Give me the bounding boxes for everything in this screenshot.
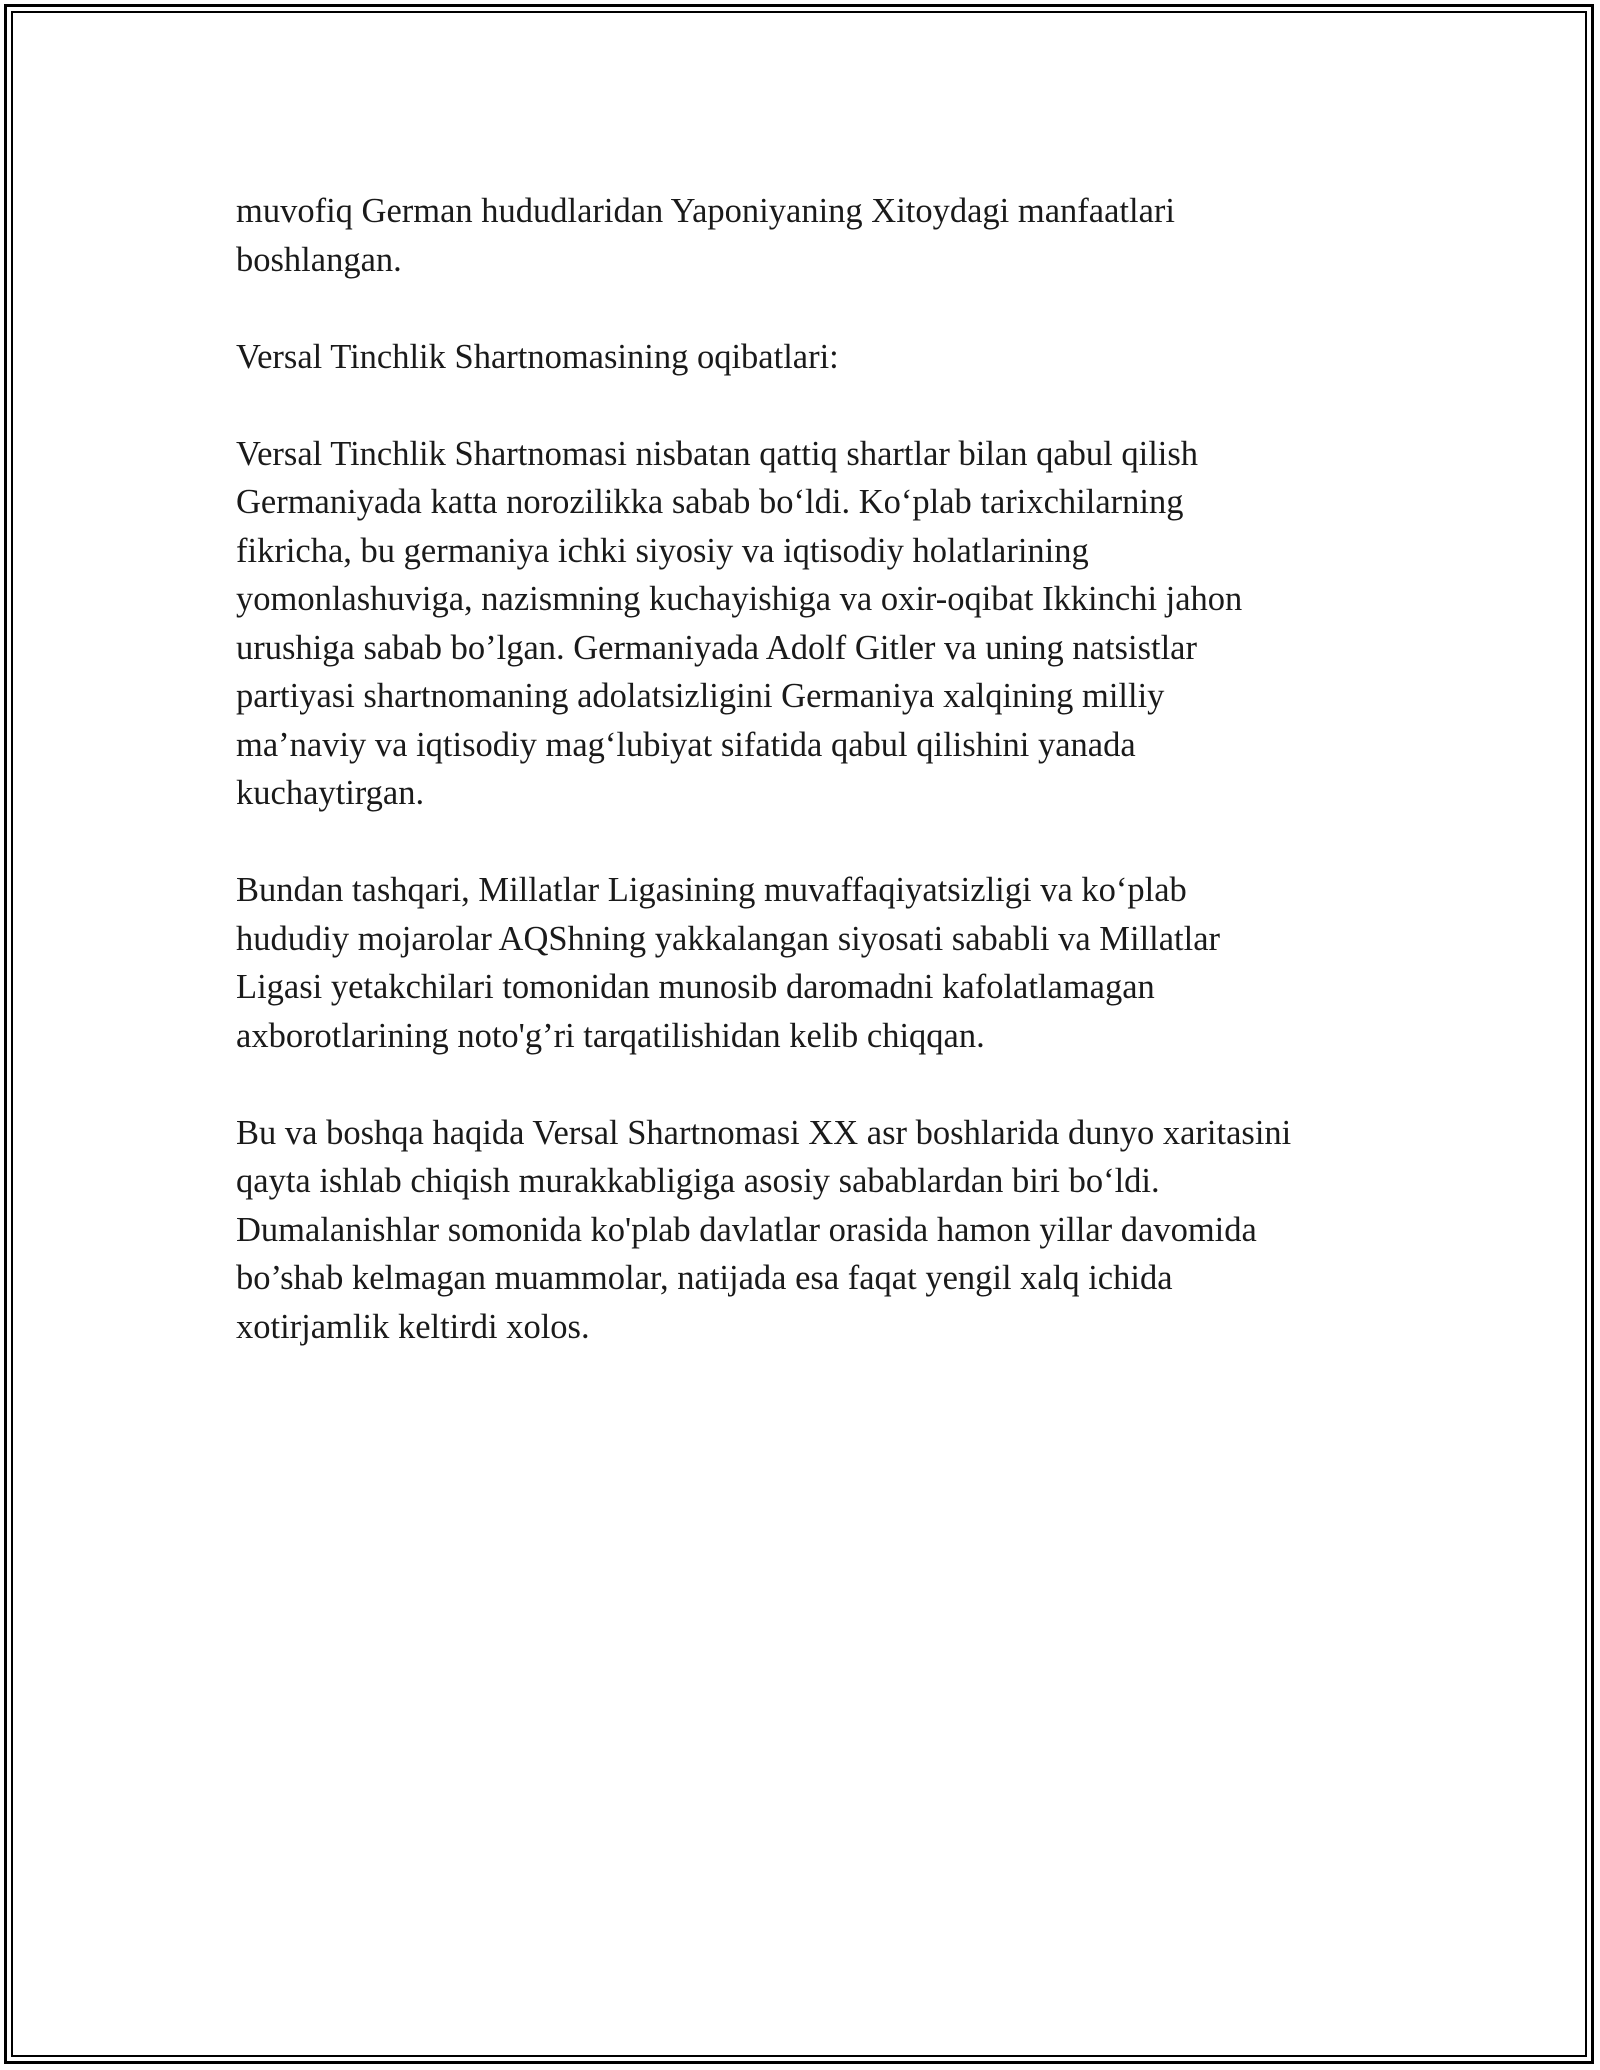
text-line: bo’shab kelmagan muammolar, natijada esa faqat yengil xalq ichida <box>236 1259 1173 1297</box>
text-line: axborotlarining noto'g’ri tarqatilishidan kelib chiqqan. <box>236 1016 985 1055</box>
text-line: muvofiq German hududlaridan Yaponiyaning Xitoydagi manfaatlari <box>236 192 1175 230</box>
text-line: xotirjamlik keltirdi xolos. <box>236 1307 590 1346</box>
text-line: boshlangan. <box>236 240 402 279</box>
document-body <box>236 187 1396 1400</box>
text-line: Ligasi yetakchilari tomonidan munosib daromadni kafolatlamagan <box>236 968 1155 1006</box>
text-line: Versal Tinchlik Shartnomasi nisbatan qattiq shartlar bilan qabul qilish <box>236 434 1199 473</box>
paragraph-intro-continuation <box>236 187 1396 284</box>
section-heading-consequences <box>236 333 1396 382</box>
text-line: fikricha, bu germaniya ichki siyosiy va iqtisodiy holatlarining <box>236 531 1089 570</box>
paragraph-conclusion <box>236 1109 1396 1352</box>
text-line: Bundan tashqari, Millatlar Ligasining muvaffaqiyatsizligi va ko‘plab <box>236 871 1187 909</box>
text-line: ma’naviy va iqtisodiy mag‘lubiyat sifatida qabul qilishini yanada <box>236 725 1136 764</box>
text-line: qayta ishlab chiqish murakkabligiga asosiy sabablardan biri bo‘ldi. <box>236 1162 1160 1200</box>
paragraph-league-of-nations <box>236 866 1396 1060</box>
text-line: Bu va boshqa haqida Versal Shartnomasi XX asr boshlarida dunyo xaritasini <box>236 1113 1292 1152</box>
text-line: Versal Tinchlik Shartnomasining oqibatlari: <box>236 337 839 376</box>
text-line: yomonlashuviga, nazismning kuchayishiga va oxir-oqibat Ikkinchi jahon <box>236 580 1243 618</box>
text-line: hududiy mojarolar AQShning yakkalangan siyosati sababli va Millatlar <box>236 919 1221 958</box>
text-line: partiyasi shartnomaning adolatsizligini Germaniya xalqining milliy <box>236 677 1165 715</box>
text-line: Dumalanishlar somonida ko'plab davlatlar orasida hamon yillar davomida <box>236 1210 1257 1249</box>
text-line: Germaniyada katta norozilikka sabab bo‘ldi. Ko‘plab tarixchilarning <box>236 483 1184 521</box>
text-line: kuchaytirgan. <box>236 774 425 812</box>
paragraph-german-discontent <box>236 430 1396 818</box>
text-line: urushiga sabab bo’lgan. Germaniyada Adolf Gitler va uning natsistlar <box>236 628 1197 667</box>
